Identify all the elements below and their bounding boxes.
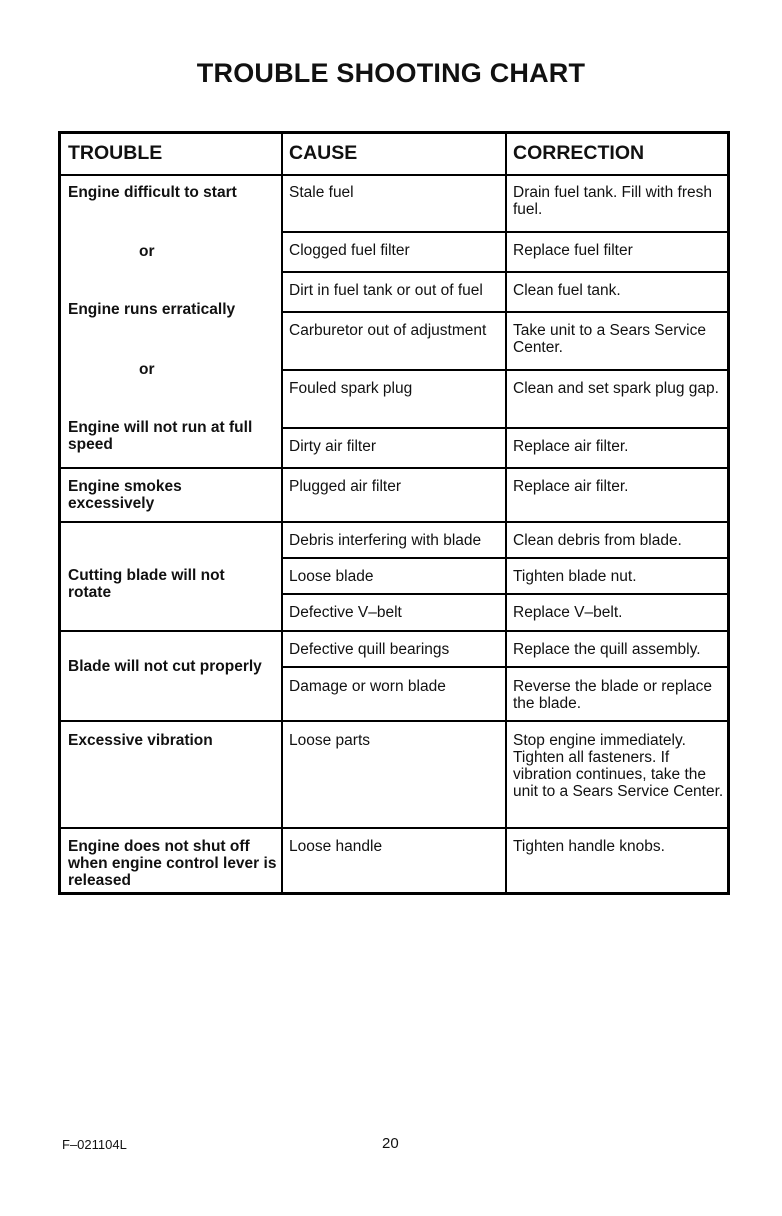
group-divider	[61, 521, 727, 523]
or-label: or	[139, 361, 155, 378]
cause-cell: Stale fuel	[289, 184, 354, 201]
row-divider	[281, 666, 727, 668]
trouble-cell: Blade will not cut properly	[68, 658, 262, 675]
trouble-cell: Engine runs erratically	[68, 301, 236, 318]
cause-cell: Defective V–belt	[289, 604, 402, 621]
cause-cell: Carburetor out of adjustment	[289, 322, 487, 339]
correction-cell: Clean debris from blade.	[513, 532, 682, 549]
cause-cell: Defective quill bearings	[289, 641, 450, 658]
trouble-cell: Engine will not run at full speed	[68, 419, 253, 453]
cause-cell: Plugged air filter	[289, 478, 402, 495]
page-title: TROUBLE SHOOTING CHART	[196, 58, 586, 88]
header-correction: CORRECTION	[513, 142, 645, 164]
correction-cell: Take unit to a Sears Service Center.	[513, 322, 706, 356]
trouble-cell: Engine smokes excessively	[68, 478, 182, 512]
correction-cell: Clean fuel tank.	[513, 282, 621, 299]
correction-cell: Replace the quill assembly.	[513, 641, 701, 658]
correction-cell: Drain fuel tank. Fill with fresh fuel.	[513, 184, 712, 218]
cause-cell: Loose handle	[289, 838, 383, 855]
trouble-shooting-table	[58, 131, 730, 895]
group-divider	[61, 467, 727, 469]
row-divider	[281, 369, 727, 371]
header-cause: CAUSE	[289, 142, 358, 164]
correction-cell: Replace air filter.	[513, 478, 629, 495]
correction-cell: Tighten blade nut.	[513, 568, 637, 585]
cause-cell: Clogged fuel filter	[289, 242, 410, 259]
correction-cell: Replace V–belt.	[513, 604, 623, 621]
group-divider	[61, 630, 727, 632]
header-trouble: TROUBLE	[68, 142, 163, 164]
trouble-cell: Engine difficult to start	[68, 184, 237, 201]
row-divider	[281, 593, 727, 595]
cause-cell: Dirty air filter	[289, 438, 376, 455]
group-divider	[61, 827, 727, 829]
correction-cell: Reverse the blade or replace the blade.	[513, 678, 713, 712]
trouble-cell: Engine does not shut off when engine control lever is released	[68, 838, 277, 889]
correction-cell: Replace air filter.	[513, 438, 629, 455]
trouble-cell: Excessive vibration	[68, 732, 213, 749]
column-divider	[281, 134, 283, 892]
row-divider	[281, 557, 727, 559]
group-divider	[61, 720, 727, 722]
cause-cell: Dirt in fuel tank or out of fuel	[289, 282, 483, 299]
cause-cell: Debris interfering with blade	[289, 532, 482, 549]
or-label: or	[139, 243, 155, 260]
correction-cell: Replace fuel filter	[513, 242, 633, 259]
row-divider	[281, 427, 727, 429]
header-divider	[61, 174, 727, 176]
row-divider	[281, 271, 727, 273]
cause-cell: Fouled spark plug	[289, 380, 413, 397]
column-divider	[505, 134, 507, 892]
cause-cell: Damage or worn blade	[289, 678, 446, 695]
correction-cell: Clean and set spark plug gap.	[513, 380, 719, 397]
trouble-cell: Cutting blade will not rotate	[68, 567, 225, 601]
row-divider	[281, 311, 727, 313]
row-divider	[281, 231, 727, 233]
page-number: 20	[382, 1135, 399, 1152]
cause-cell: Loose blade	[289, 568, 374, 585]
cause-cell: Loose parts	[289, 732, 370, 749]
correction-cell: Stop engine immediately. Tighten all fasteners. If vibration continues, take the unit to a Sears Service Center.	[513, 732, 724, 800]
correction-cell: Tighten handle knobs.	[513, 838, 665, 855]
document-code: F–021104L	[62, 1137, 127, 1152]
